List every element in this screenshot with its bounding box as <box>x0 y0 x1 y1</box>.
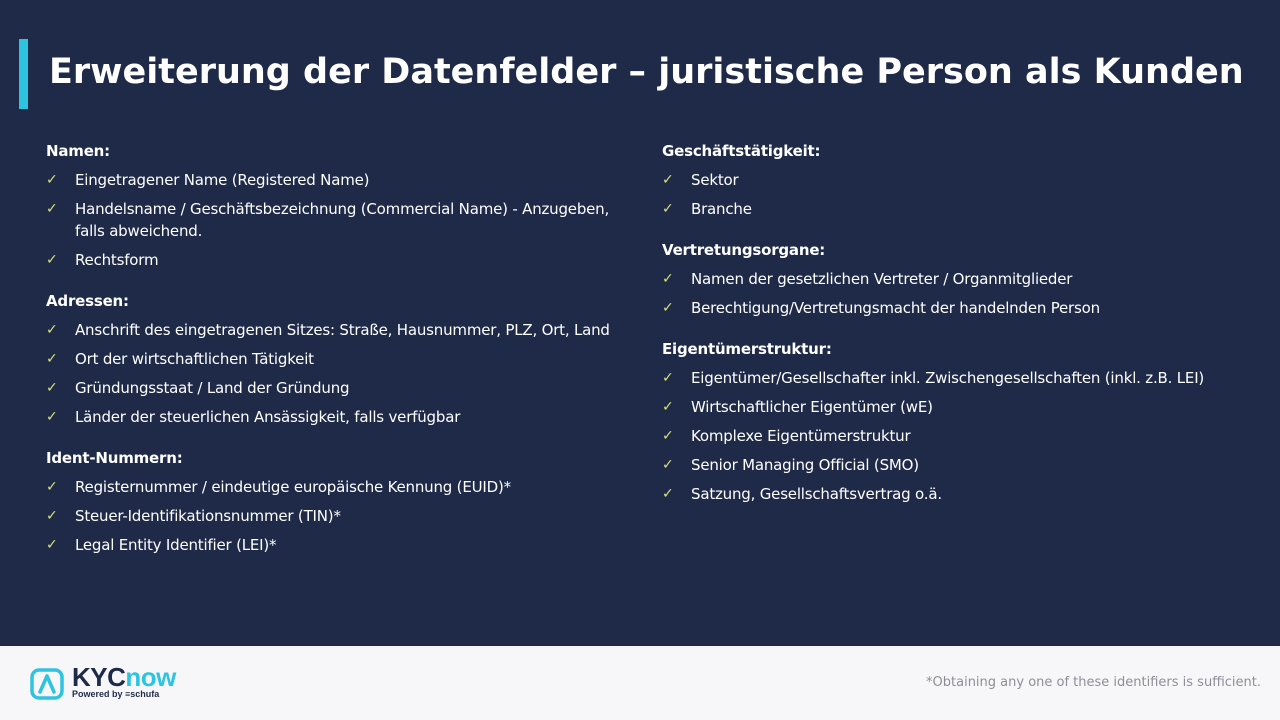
list-item-text: Eingetragener Name (Registered Name) <box>75 171 370 189</box>
list-item-text: Branche <box>691 200 752 218</box>
section <box>662 240 1262 319</box>
list-item-text: Registernummer / eindeutige europäische Kennung (EUID)* <box>75 478 511 496</box>
checkmark-icon: ✓ <box>662 271 674 287</box>
checkmark-icon: ✓ <box>46 409 58 425</box>
checkmark-icon: ✓ <box>46 479 58 495</box>
checkmark-icon: ✓ <box>46 322 58 338</box>
checkmark-icon: ✓ <box>46 380 58 396</box>
list-item-text: Legal Entity Identifier (LEI)* <box>75 536 277 554</box>
list-item <box>662 169 1262 191</box>
section <box>662 141 1262 220</box>
list-item-text: Anschrift des eingetragenen Sitzes: Straße, Hausnummer, PLZ, Ort, Land <box>75 321 610 339</box>
left-column <box>46 141 616 576</box>
section <box>46 141 616 271</box>
list-item <box>46 534 616 556</box>
section <box>46 448 616 556</box>
checkmark-icon: ✓ <box>46 172 58 188</box>
checkmark-icon: ✓ <box>662 399 674 415</box>
list-item-text: Rechtsform <box>75 251 159 269</box>
logo-powered-by: Powered by ≡schufa <box>72 689 160 699</box>
list-item-text: Eigentümer/Gesellschafter inkl. Zwischengesellschaften (inkl. z.B. LEI) <box>691 369 1205 387</box>
list-item <box>46 377 616 399</box>
section-heading: Adressen: <box>46 292 129 310</box>
list-item <box>662 454 1262 476</box>
list-item-text: Sektor <box>691 171 739 189</box>
list-item-text: Berechtigung/Vertretungsmacht der handelnden Person <box>691 299 1100 317</box>
kycnow-logo <box>30 664 190 704</box>
list-item-text: Satzung, Gesellschaftsvertrag o.ä. <box>691 485 942 503</box>
list-item-text: Wirtschaftlicher Eigentümer (wE) <box>691 398 933 416</box>
list-item-text: Komplexe Eigentümerstruktur <box>691 427 911 445</box>
section-heading: Ident-Nummern: <box>46 449 183 467</box>
section-heading: Geschäftstätigkeit: <box>662 142 821 160</box>
checkmark-icon: ✓ <box>662 370 674 386</box>
list-item <box>662 483 1262 505</box>
list-item-text: Ort der wirtschaftlichen Tätigkeit <box>75 350 314 368</box>
checkmark-icon: ✓ <box>662 201 674 217</box>
list-item <box>46 249 616 271</box>
section <box>662 339 1262 505</box>
checkmark-icon: ✓ <box>46 252 58 268</box>
list-item <box>46 169 616 191</box>
checkmark-icon: ✓ <box>662 300 674 316</box>
list-item <box>46 198 616 242</box>
footnote: *Obtaining any one of these identifiers is sufficient. <box>926 675 1261 690</box>
list-item <box>46 348 616 370</box>
title-accent-bar <box>19 39 28 109</box>
checkmark-icon: ✓ <box>662 457 674 473</box>
list-item-text: Senior Managing Official (SMO) <box>691 456 919 474</box>
checkmark-icon: ✓ <box>46 201 58 217</box>
list-item-text: Steuer-Identifikationsnummer (TIN)* <box>75 507 341 525</box>
list-item-text: Namen der gesetzlichen Vertreter / Organmitglieder <box>691 270 1073 288</box>
list-item <box>662 425 1262 447</box>
list-item-text: Länder der steuerlichen Ansässigkeit, falls verfügbar <box>75 408 461 426</box>
list-item <box>662 367 1262 389</box>
checkmark-icon: ✓ <box>662 428 674 444</box>
section-heading: Eigentümerstruktur: <box>662 340 832 358</box>
right-column <box>662 141 1262 525</box>
section-heading: Namen: <box>46 142 110 160</box>
list-item <box>662 268 1262 290</box>
checkmark-icon: ✓ <box>46 537 58 553</box>
list-item <box>46 476 616 498</box>
list-item <box>662 297 1262 319</box>
checkmark-icon: ✓ <box>662 172 674 188</box>
list-item <box>662 198 1262 220</box>
list-item <box>46 319 616 341</box>
logo-kyc: KYC <box>72 662 126 692</box>
section <box>46 291 616 428</box>
list-item <box>46 406 616 428</box>
list-item-text: Gründungsstaat / Land der Gründung <box>75 379 350 397</box>
checkmark-icon: ✓ <box>46 508 58 524</box>
kycnow-logo-icon <box>30 664 66 702</box>
page-title: Erweiterung der Datenfelder – juristische Person als Kunden <box>49 52 1244 92</box>
list-item <box>46 505 616 527</box>
list-item-text: Handelsname / Geschäftsbezeichnung (Commercial Name) - Anzugeben, falls abweichend. <box>75 200 610 240</box>
checkmark-icon: ✓ <box>46 351 58 367</box>
checkmark-icon: ✓ <box>662 486 674 502</box>
section-heading: Vertretungsorgane: <box>662 241 826 259</box>
list-item <box>662 396 1262 418</box>
logo-now: now <box>125 662 176 692</box>
